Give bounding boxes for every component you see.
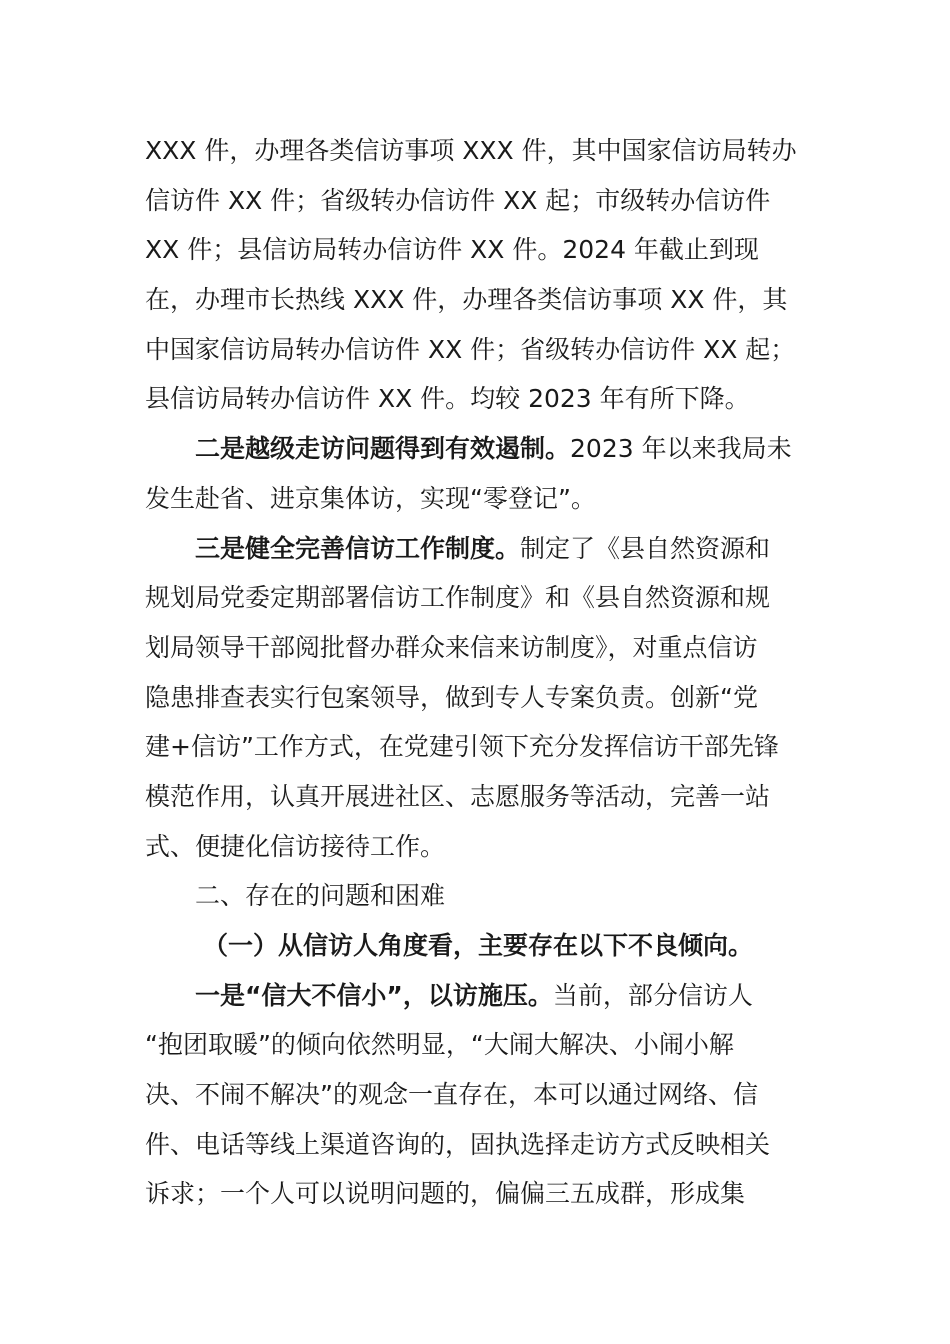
body-text: 信访件 XX 件；省级转办信访件 XX 起；市级转办信访件: [145, 185, 771, 215]
body-text: XX 件；县信访局转办信访件 XX 件。2024 年截止到现: [145, 235, 759, 265]
text-line: [145, 176, 810, 226]
bold-lead-text: 二是越级走访问题得到有效遏制。: [195, 434, 571, 464]
body-text: 建+信访”工作方式，在党建引领下充分发挥信访干部先锋: [145, 732, 779, 762]
line-content: [195, 971, 753, 1021]
line-content: [195, 524, 770, 574]
text-line: [145, 225, 810, 275]
line-content: [145, 1169, 745, 1219]
text-line: [145, 1169, 810, 1219]
subsection-heading: [145, 921, 810, 971]
text-line: [145, 573, 810, 623]
body-text: 当前，部分信访人: [552, 980, 753, 1010]
text-line: [145, 772, 810, 822]
line-content: [145, 1020, 734, 1070]
line-content: [145, 822, 445, 872]
body-text: 制定了《县自然资源和: [520, 533, 771, 563]
line-content: [145, 1120, 770, 1170]
text-line: [145, 971, 810, 1021]
body-text: XXX 件，办理各类信访事项 XXX 件，其中国家信访局转办: [145, 136, 797, 165]
line-content: [195, 871, 445, 921]
text-line: [145, 524, 810, 574]
line-content: [145, 176, 770, 226]
line-content: [145, 374, 750, 424]
bold-lead-text: 三是健全完善信访工作制度。: [195, 533, 521, 563]
line-content: [203, 921, 753, 971]
body-text: 诉求；一个人可以说明问题的，偏偏三五成群，形成集: [145, 1179, 746, 1209]
line-content: [145, 673, 758, 723]
body-text: 划局领导干部阅批督办群众来信来访制度》，对重点信访: [145, 632, 758, 662]
text-line: [145, 1070, 810, 1120]
text-line: [145, 722, 810, 772]
body-text: 2023 年以来我局未: [570, 434, 792, 464]
line-content: [145, 325, 795, 375]
line-content: [145, 126, 797, 176]
text-line: [145, 424, 810, 474]
body-text: “抱团取暖”的倾向依然明显，“大闹大解决、小闹小解: [145, 1030, 734, 1060]
body-text: 隐患排查表实行包案领导，做到专人专案负责。创新“党: [145, 682, 758, 712]
text-line: [145, 474, 810, 524]
text-line: [145, 822, 810, 872]
line-content: [145, 275, 787, 325]
body-text: 决、不闹不解决”的观念一直存在，本可以通过网络、信: [145, 1080, 758, 1110]
line-content: [145, 772, 770, 822]
body-text: 模范作用，认真开展进社区、志愿服务等活动，完善一站: [145, 781, 771, 811]
text-line: [145, 1020, 810, 1070]
document-body: [145, 126, 810, 1219]
text-line: [145, 325, 810, 375]
line-content: [145, 474, 596, 524]
body-text: 二、存在的问题和困难: [195, 881, 446, 911]
body-text: 件、电话等线上渠道咨询的，固执选择走访方式反映相关: [145, 1129, 771, 1159]
body-text: 规划局党委定期部署信访工作制度》和《县自然资源和规: [145, 583, 771, 613]
body-text: 中国家信访局转办信访件 XX 件；省级转办信访件 XX 起；: [145, 334, 796, 364]
text-line: [145, 275, 810, 325]
body-text: 在，办理市长热线 XXX 件，办理各类信访事项 XX 件，其: [145, 285, 788, 315]
text-line: [145, 126, 810, 176]
bold-lead-text: 一是“信大不信小”，以访施压。: [195, 980, 553, 1010]
bold-lead-text: （一）从信访人角度看，主要存在以下不良倾向。: [203, 931, 754, 960]
line-content: [145, 722, 779, 772]
text-line: [145, 1120, 810, 1170]
text-line: [145, 374, 810, 424]
text-line: [145, 623, 810, 673]
line-content: [145, 225, 759, 275]
section-heading: [145, 871, 810, 921]
text-line: [145, 673, 810, 723]
line-content: [195, 424, 792, 474]
line-content: [145, 1070, 758, 1120]
body-text: 发生赴省、进京集体访，实现“零登记”。: [145, 483, 596, 513]
body-text: 式、便捷化信访接待工作。: [145, 831, 446, 861]
body-text: 县信访局转办信访件 XX 件。均较 2023 年有所下降。: [145, 384, 750, 414]
line-content: [145, 573, 770, 623]
line-content: [145, 623, 758, 673]
